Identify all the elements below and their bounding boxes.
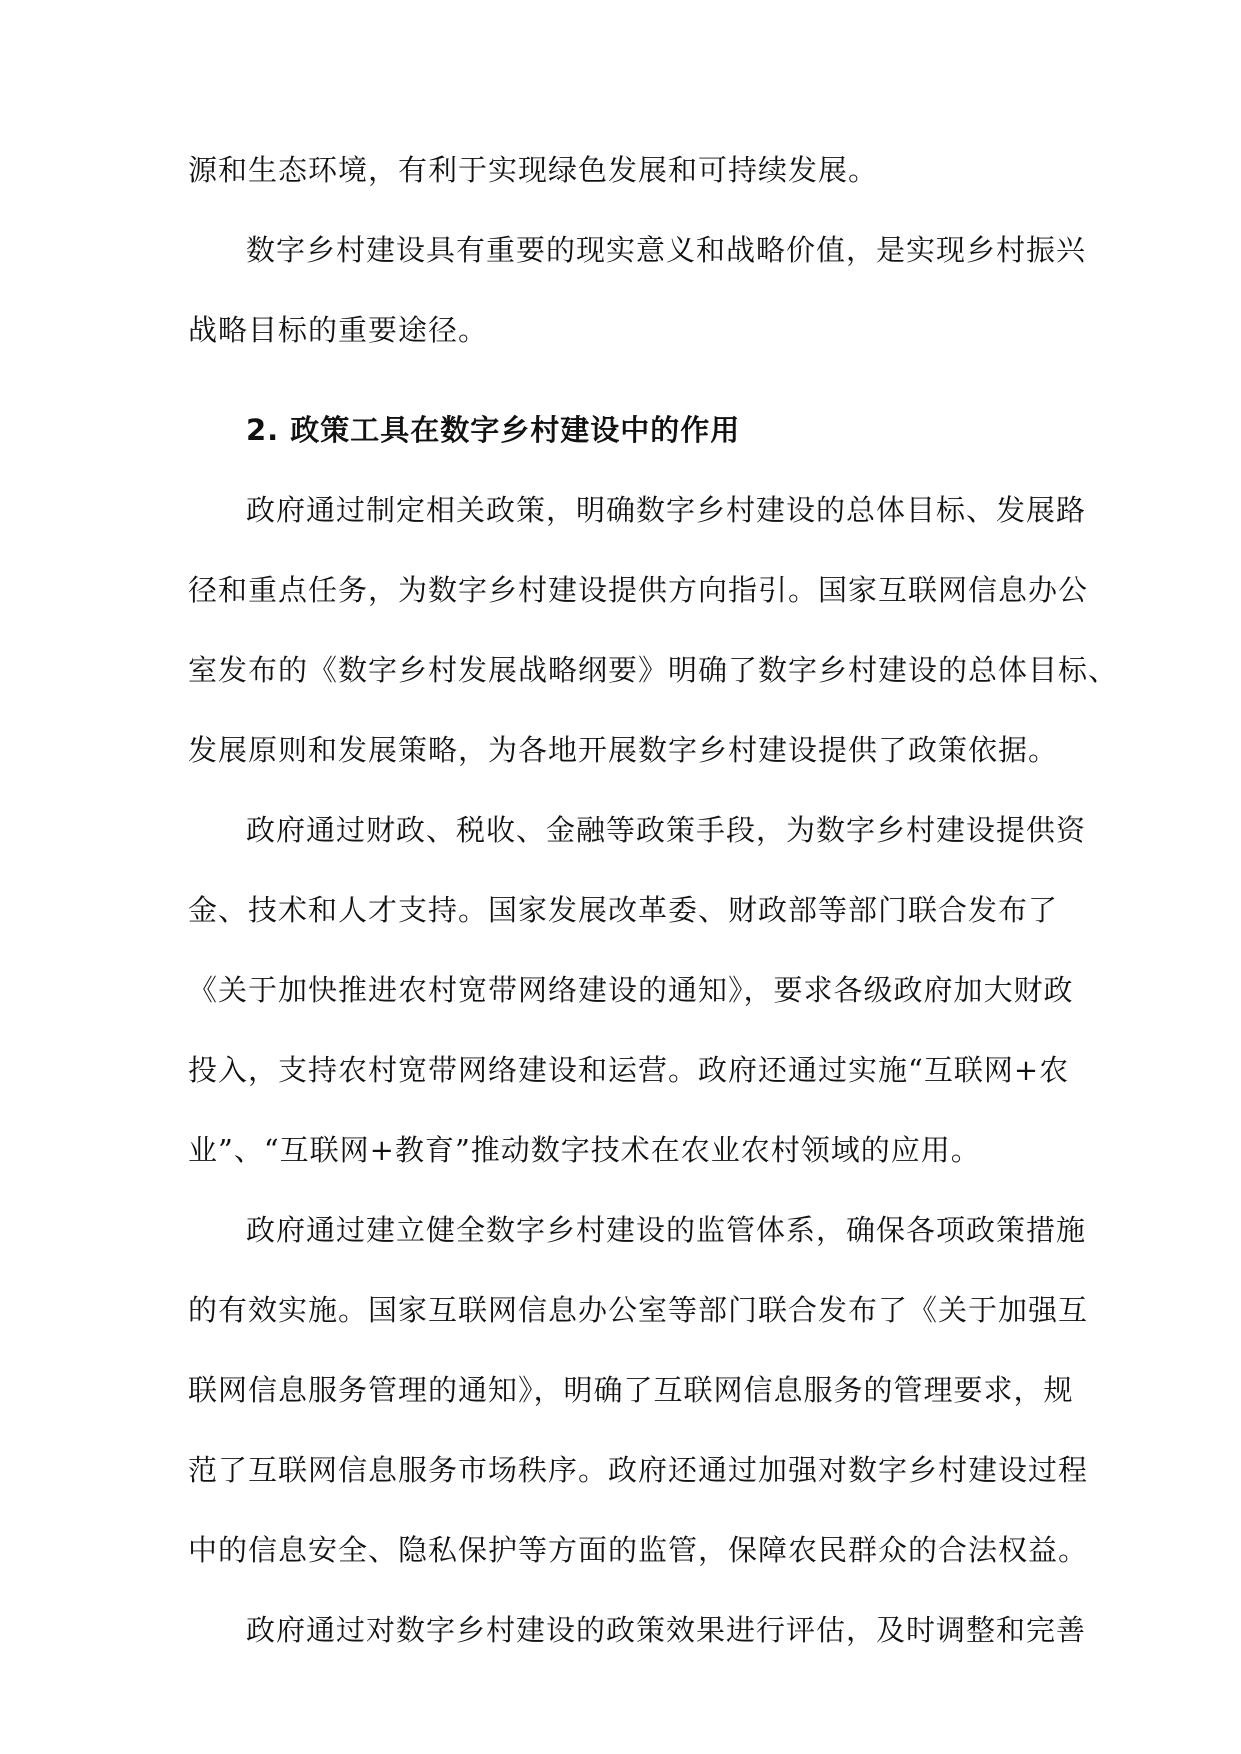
paragraph-line: 范了互联网信息服务市场秩序。政府还通过加强对数字乡村建设过程 bbox=[188, 1453, 1089, 1487]
paragraph-line: 源和生态环境，有利于实现绿色发展和可持续发展。 bbox=[188, 153, 879, 187]
paragraph-line: 政府通过制定相关政策，明确数字乡村建设的总体目标、发展路 bbox=[246, 493, 1087, 527]
paragraph-line: 中的信息安全、隐私保护等方面的监管，保障农民群众的合法权益。 bbox=[188, 1533, 1089, 1567]
paragraph-line: 《关于加快推进农村宽带网络建设的通知》，要求各级政府加大财政 bbox=[188, 973, 1074, 1007]
paragraph-line: 投入，支持农村宽带网络建设和运营。政府还通过实施“互联网+农 bbox=[188, 1053, 1070, 1087]
paragraph-line: 发展原则和发展策略，为各地开展数字乡村建设提供了政策依据。 bbox=[188, 733, 1059, 767]
paragraph-line: 政府通过对数字乡村建设的政策效果进行评估，及时调整和完善 bbox=[246, 1613, 1087, 1647]
paragraph-line: 数字乡村建设具有重要的现实意义和战略价值，是实现乡村振兴 bbox=[246, 233, 1087, 267]
paragraph-line: 联网信息服务管理的通知》，明确了互联网信息服务的管理要求，规 bbox=[188, 1373, 1074, 1407]
paragraph-line: 的有效实施。国家互联网信息办公室等部门联合发布了《关于加强互 bbox=[188, 1293, 1089, 1327]
paragraph-line: 金、技术和人才支持。国家发展改革委、财政部等部门联合发布了 bbox=[188, 893, 1059, 927]
paragraph-line: 战略目标的重要途径。 bbox=[188, 313, 489, 347]
section-heading: 2. 政策工具在数字乡村建设中的作用 bbox=[246, 413, 741, 447]
paragraph-line: 政府通过建立健全数字乡村建设的监管体系，确保各项政策措施 bbox=[246, 1213, 1087, 1247]
paragraph-line: 径和重点任务，为数字乡村建设提供方向指引。国家互联网信息办公 bbox=[188, 573, 1089, 607]
paragraph-line: 室发布的《数字乡村发展战略纲要》明确了数字乡村建设的总体目标、 bbox=[188, 653, 1119, 687]
paragraph-line: 业”、“互联网+教育”推动数字技术在农业农村领域的应用。 bbox=[188, 1133, 981, 1167]
paragraph-line: 政府通过财政、税收、金融等政策手段，为数字乡村建设提供资 bbox=[246, 813, 1087, 847]
